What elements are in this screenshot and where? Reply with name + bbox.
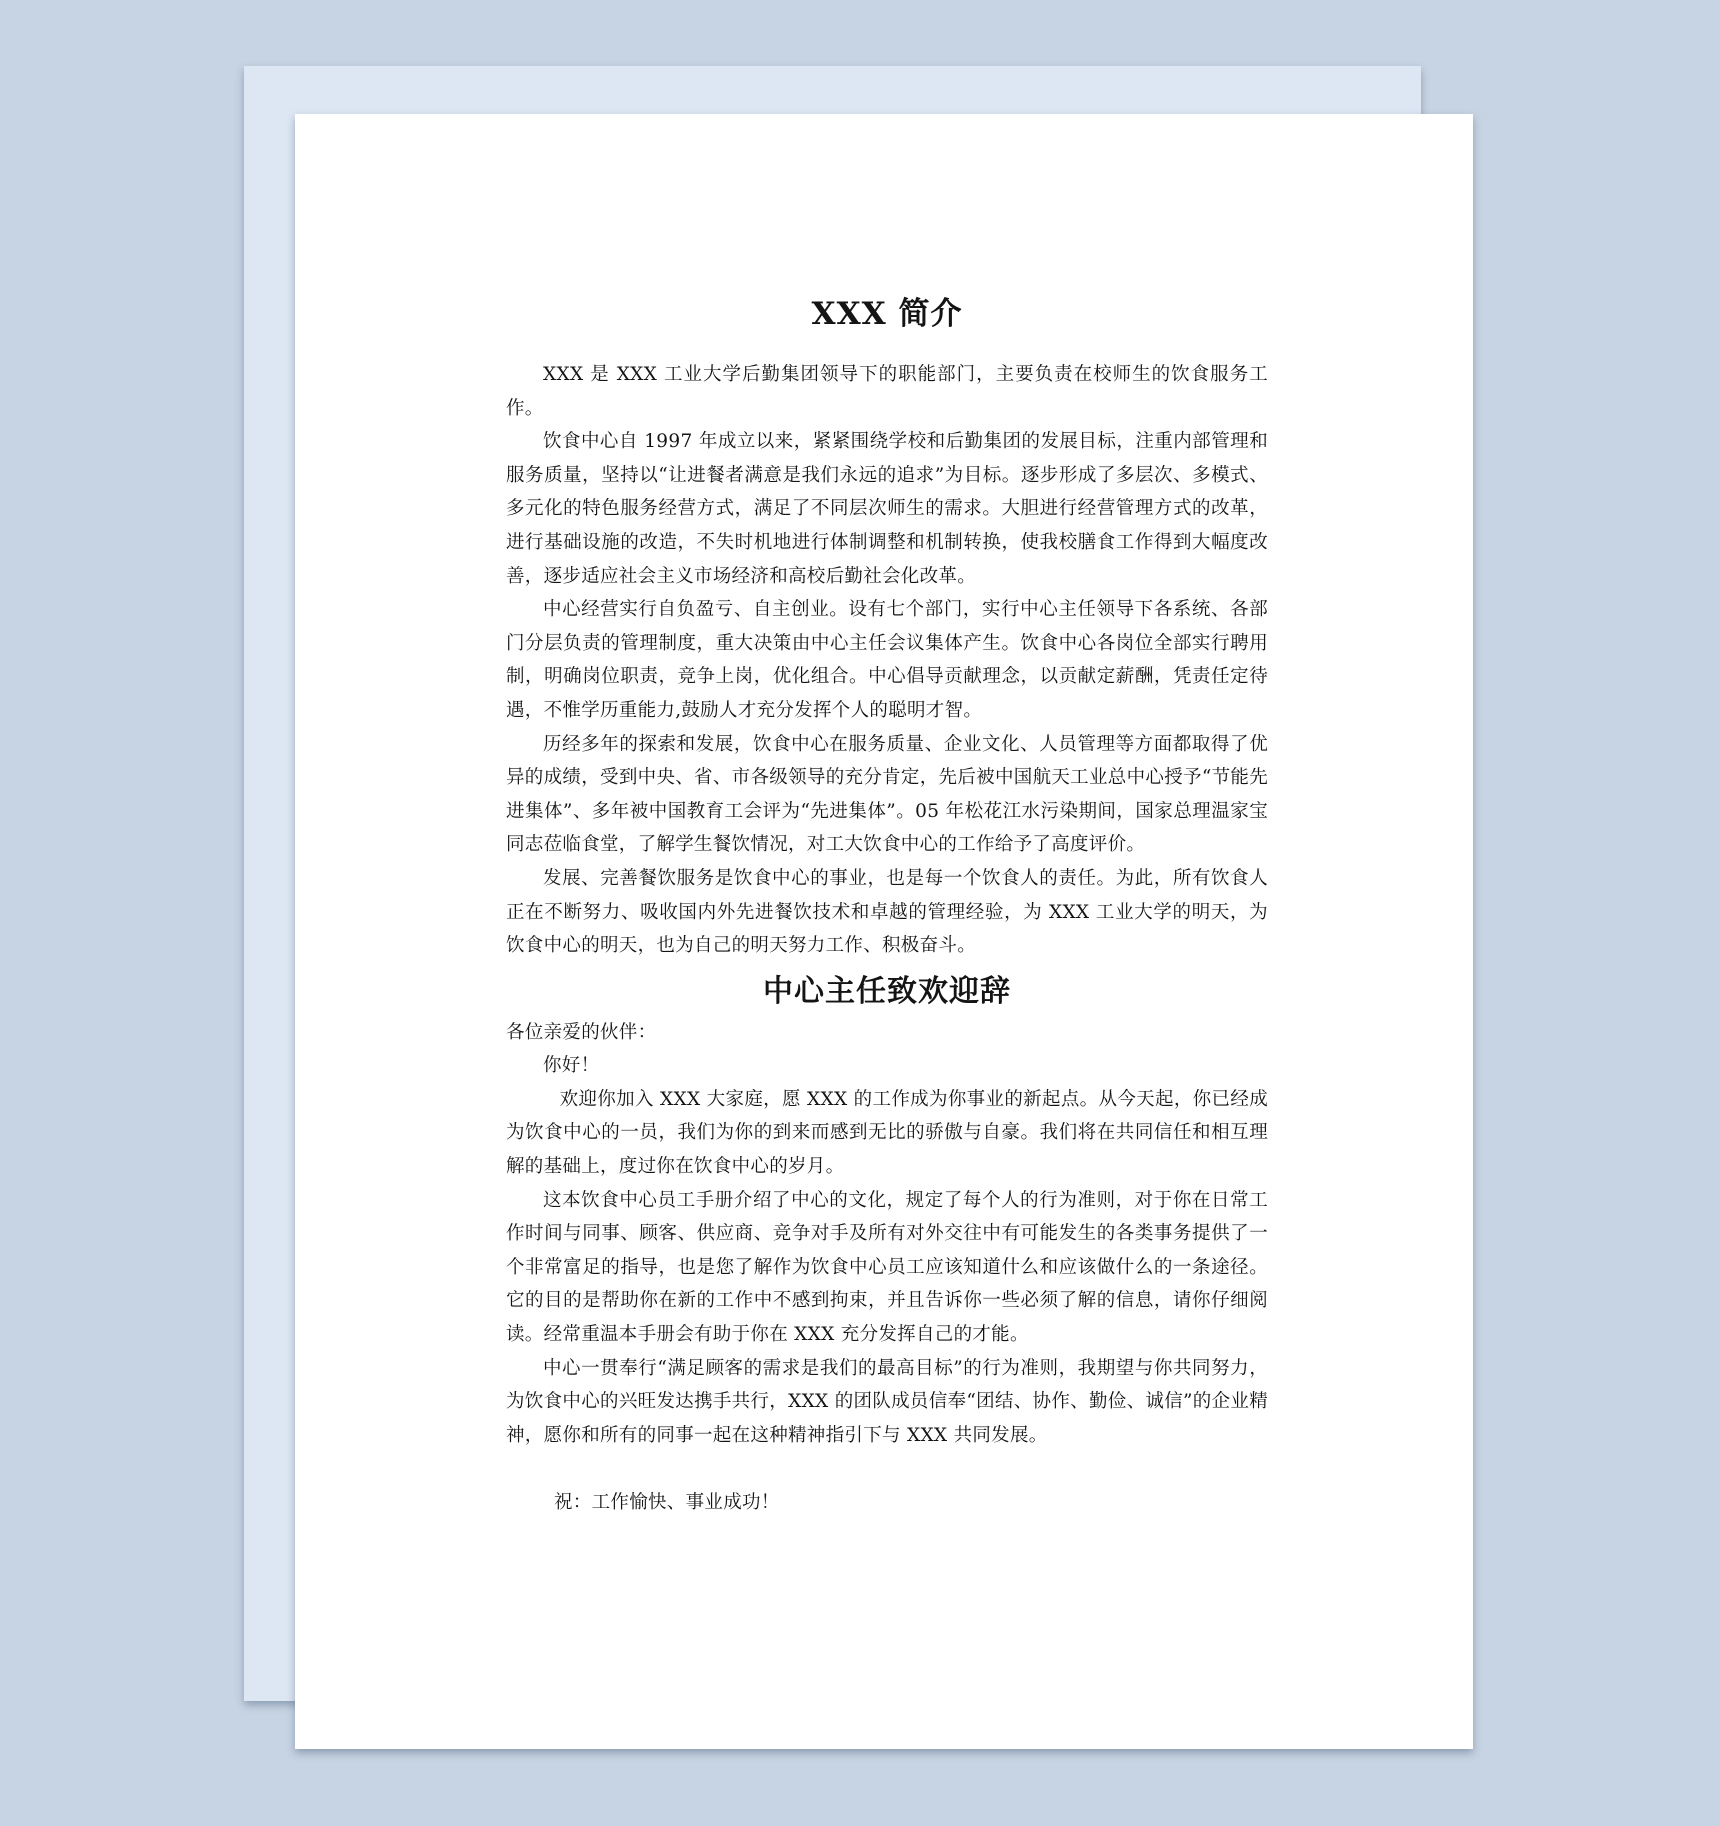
document-content (506, 294, 1268, 1520)
welcome-greeting: 你好！ (543, 1055, 600, 1077)
intro-paragraph-4: 历经多年的探索和发展，饮食中心在服务质量、企业文化、人员管理等方面都取得了优异的成绩，受到中央、省、市各级领导的充分肯定，先后被中国航天工业总中心授予“节能先进集体”、多年被中国教育工会评为“先进集体”。05 年松花江水污染期间，国家总理温家宝同志莅临食堂，了解学生餐饮情况，对工大饮食中心的工作给予了高度评价。 (506, 733, 1268, 856)
welcome-paragraph-3: 中心一贯奉行“满足顾客的需求是我们的最高目标”的行为准则，我期望与你共同努力，为饮食中心的兴旺发达携手共行，XXX 的团队成员信奉“团结、协作、勤俭、诚信”的企业精神，愿你和所有的同事一起在这种精神指引下与 XXX 共同发展。 (506, 1357, 1268, 1446)
welcome-salutation: 各位亲爱的伙伴： (506, 1021, 657, 1043)
welcome-section (506, 1016, 1268, 1520)
welcome-paragraph-2: 这本饮食中心员工手册介绍了中心的文化，规定了每个人的行为准则，对于你在日常工作时间与同事、顾客、供应商、竞争对手及所有对外交往中有可能发生的各类事务提供了一个非常富足的指导，也是您了解作为饮食中心员工应该知道什么和应该做什么的一条途径。它的目的是帮助你在新的工作中不感到拘束，并且告诉你一些必须了解的信息，请你仔细阅读。经常重温本手册会有助于你在 XXX 充分发挥自己的才能。 (506, 1189, 1268, 1346)
welcome-paragraph-1: 欢迎你加入 XXX 大家庭，愿 XXX 的工作成为你事业的新起点。从今天起，你已经成为饮食中心的一员，我们为你的到来而感到无比的骄傲与自豪。我们将在共同信任和相互理解的基础上，度过你在饮食中心的岁月。 (506, 1088, 1268, 1178)
document-page (295, 114, 1473, 1749)
intro-paragraph-1: XXX 是 XXX 工业大学后勤集团领导下的职能部门，主要负责在校师生的饮食服务工作。 (506, 364, 1268, 419)
intro-section (506, 358, 1268, 963)
intro-paragraph-3: 中心经营实行自负盈亏、自主创业。设有七个部门，实行中心主任领导下各系统、各部门分层负责的管理制度，重大决策由中心主任会议集体产生。饮食中心各岗位全部实行聘用制，明确岗位职责，竞争上岗，优化组合。中心倡导贡献理念，以贡献定薪酬，凭责任定待遇，不惟学历重能力,鼓励人才充分发挥个人的聪明才智。 (506, 599, 1268, 721)
intro-title: XXX 简介 (811, 296, 963, 332)
intro-paragraph-5: 发展、完善餐饮服务是饮食中心的事业，也是每一个饮食人的责任。为此，所有饮食人正在不断努力、吸收国内外先进餐饮技术和卓越的管理经验，为 XXX 工业大学的明天，为饮食中心的明天，也为自己的明天努力工作、积极奋斗。 (506, 867, 1268, 957)
welcome-closing: 祝：工作愉快、事业成功！ (554, 1492, 780, 1514)
welcome-title: 中心主任致欢迎辞 (763, 973, 1011, 1009)
intro-paragraph-2: 饮食中心自 1997 年成立以来，紧紧围绕学校和后勤集团的发展目标，注重内部管理和服务质量，坚持以“让进餐者满意是我们永远的追求”为目标。逐步形成了多层次、多模式、多元化的特色服务经营方式，满足了不同层次师生的需求。大胆进行经营管理方式的改革，进行基础设施的改造，不失时机地进行体制调整和机制转换，使我校膳食工作得到大幅度改善，逐步适应社会主义市场经济和高校后勤社会化改革。 (506, 431, 1268, 587)
